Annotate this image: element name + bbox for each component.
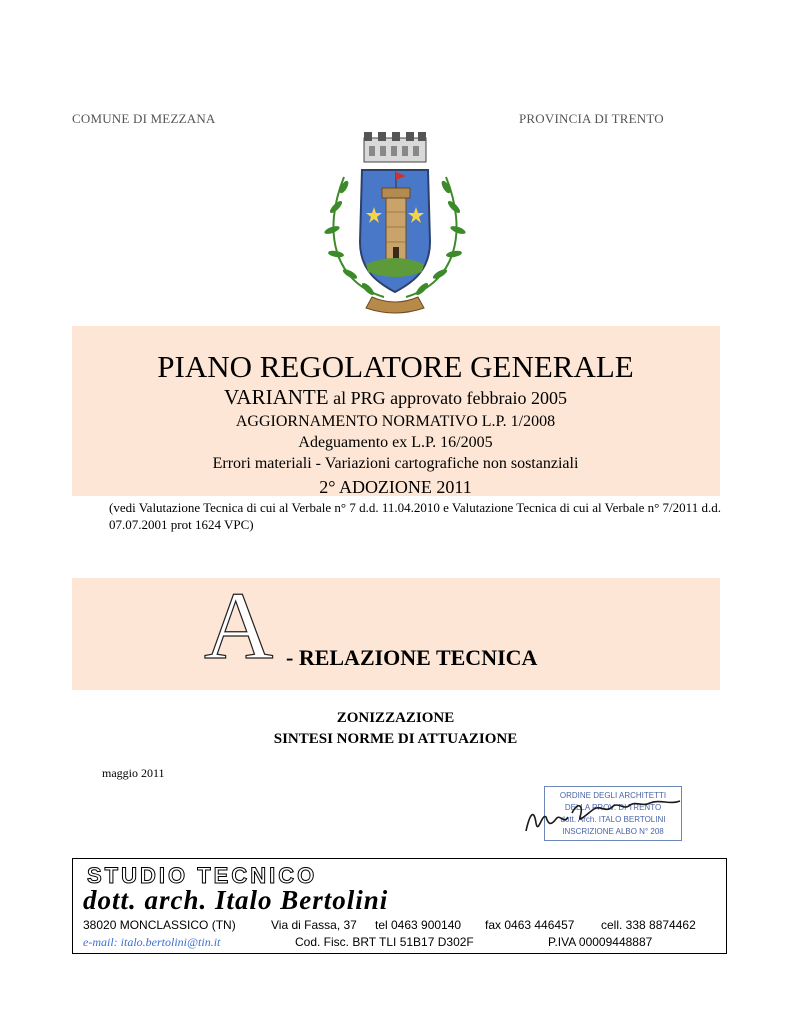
adozione-line: 2° ADOZIONE 2011 xyxy=(319,477,472,497)
page-title: PIANO REGOLATORE GENERALE xyxy=(157,349,634,384)
stamp-line: dott. Arch. ITALO BERTOLINI xyxy=(560,815,666,824)
address-city: 38020 MONCLASSICO (TN) xyxy=(83,918,236,932)
cell-number: cell. 338 8874462 xyxy=(601,918,696,932)
section-letter: A xyxy=(204,572,274,679)
subtitle-sintesi: SINTESI NORME DI ATTUAZIONE xyxy=(273,731,518,747)
fax-number: fax 0463 446457 xyxy=(485,918,575,932)
section-band xyxy=(72,572,720,690)
address-row xyxy=(83,918,696,933)
variante-line xyxy=(0,385,791,410)
stamp-line: DELLA PROV. DI TRENTO xyxy=(564,803,662,812)
header-provincia: PROVINCIA DI TRENTO xyxy=(519,111,664,126)
document-date: maggio 2011 xyxy=(102,766,165,780)
studio-footer xyxy=(72,858,727,954)
stamp-line: INSCRIZIONE ALBO N° 208 xyxy=(562,827,664,836)
architect-stamp xyxy=(520,783,700,845)
email-link[interactable]: e-mail: italo.bertolini@tin.it xyxy=(83,935,221,949)
codice-fiscale: Cod. Fisc. BRT TLI 51B17 D302F xyxy=(295,935,474,949)
header-comune: COMUNE DI MEZZANA xyxy=(72,111,216,126)
architect-name: dott. arch. Italo Bertolini xyxy=(83,885,389,915)
verbale-note: (vedi Valutazione Tecnica di cui al Verbale n° 7 d.d. 11.04.2010 e Valutazione Tecnica di cui al Verbale n° 7/2011 d.d. 07.07.2001 prot 1624 VPC) xyxy=(109,500,721,532)
variante-detail: al PRG approvato febbraio 2005 xyxy=(333,388,568,408)
aggiornamento-line: AGGIORNAMENTO NORMATIVO L.P. 1/2008 xyxy=(235,413,556,430)
errori-line: Errori materiali - Variazioni cartografiche non sostanziali xyxy=(212,455,579,472)
signature-icon xyxy=(520,783,700,845)
phone-number: tel 0463 900140 xyxy=(375,918,462,932)
adeguamento-line: Adeguamento ex L.P. 16/2005 xyxy=(298,434,493,451)
subtitle-zonizzazione: ZONIZZAZIONE xyxy=(336,710,455,726)
variante-label: VARIANTE xyxy=(223,385,329,409)
coat-of-arms-icon xyxy=(314,132,476,322)
stamp-line: ORDINE DEGLI ARCHITETTI xyxy=(559,791,667,800)
address-street: Via di Fassa, 37 xyxy=(271,918,357,932)
partita-iva: P.IVA 00009448887 xyxy=(548,935,653,949)
studio-name: STUDIO TECNICO xyxy=(87,863,318,888)
section-title: - RELAZIONE TECNICA xyxy=(286,645,538,670)
